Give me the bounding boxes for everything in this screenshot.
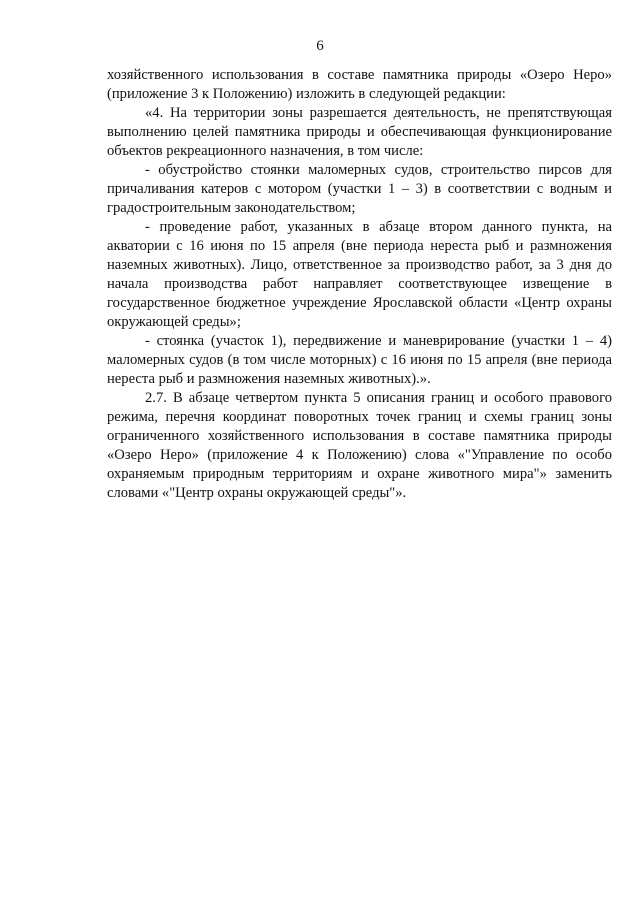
document-body [107,66,612,503]
paragraph-bullet-navigation: - стоянка (участок 1), передвижение и маневрирование (участки 1 – 4) маломерных судов (в том числе моторных) с 16 июня по 15 апреля (вне периода нереста рыб и размножения наземных животных).». [107,333,612,387]
paragraph-item-4: «4. На территории зоны разрешается деятельность, не препятствующая выполнению целей памятника природы и обеспечивающая функционирование объектов рекреационного назначения, в том числе: [107,105,612,159]
paragraph-bullet-mooring: - обустройство стоянки маломерных судов, строительство пирсов для причаливания катеров с мотором (участки 1 – 3) в соответствии с водным и градостроительным законодательством; [107,162,612,216]
paragraph-bullet-works: - проведение работ, указанных в абзаце втором данного пункта, на акватории с 16 июня по 15 апреля (вне периода нереста рыб и размножения наземных животных). Лицо, ответственное за производство работ, за 3 дня до начала производства работ направляет соответствующее извещение в государственное бюджетное учреждение Ярославской области «Центр охраны окружающей среды»; [107,219,612,330]
page-number: 6 [316,38,324,54]
paragraph-continuation: хозяйственного использования в составе памятника природы «Озеро Неро» (приложение 3 к Положению) изложить в следующей редакции: [107,67,612,102]
paragraph-2-7: 2.7. В абзаце четвертом пункта 5 описания границ и особого правового режима, перечня координат поворотных точек границ и схемы границ зоны ограниченного хозяйственного использования в составе памятника природы «Озеро Неро» (приложение 4 к Положению) слова «"Управление по особо охраняемым природным территориям и охране животного мира"» заменить словами «"Центр охраны окружающей среды"». [107,390,612,501]
